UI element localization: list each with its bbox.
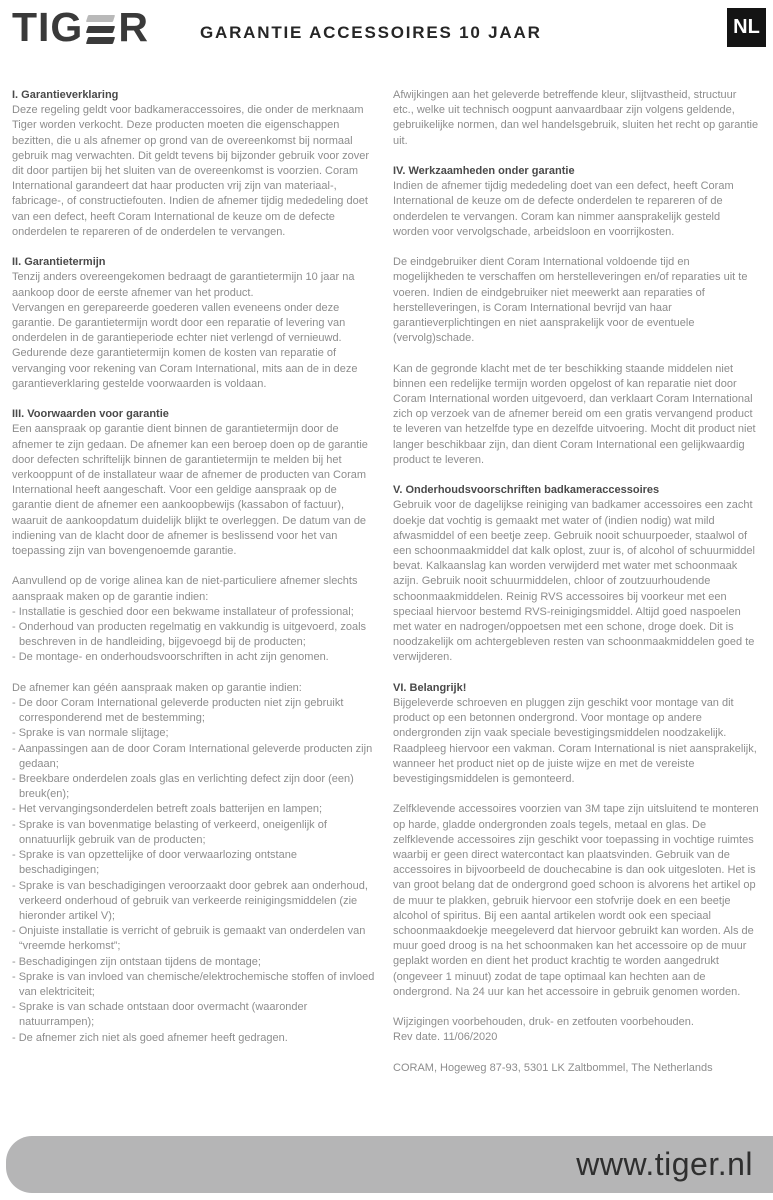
list-intro: Aanvullend op de vorige alinea kan de niet-particuliere afnemer slechts aanspraak maken op de garantie indien: [12,575,358,603]
list-item: - Sprake is van normale slijtage; [12,727,169,740]
section-heading: V. Onderhoudsvoorschriften badkameraccessoires [393,484,660,497]
list-item: - Breekbare onderdelen zoals glas en verlichting defect zijn door (een) breuk(en); [12,773,354,801]
website-link[interactable]: www.tiger.nl [576,1146,753,1182]
paragraph: Kan de gegronde klacht met de ter beschikking staande middelen niet binnen een redelijke termijn worden opgelost of kan reparatie niet door Coram International worden uitgevoerd, dan verklaart Coram International zich op verzoek van de afnemer bereid om een gratis vervangend product te leveren van hetzelfde type en dezelfde uitvoering. Mocht dit product niet langer beschikbaar zijn, dan dient Coram International een gelijkwaardig product te leveren. [393,362,756,466]
list-item: - De door Coram International geleverde producten niet zijn gebruikt corresponderend met de bestemming; [12,697,344,725]
paragraph: Deze regeling geldt voor badkameraccessoires, die onder de merknaam Tiger worden verkocht. Deze producten moeten die eigenschappen bezitten, die u als afnemer op grond van de overeenkomst bij normaal gebruik mag verwachten. Dit geldt tevens bij bijzonder gebruik voor zover dit door partijen bij het sluiten van de overeenkomst is voorzien. Coram International garandeert dat haar producten vrij zijn van materiaal-, fabricage-, of constructiefouten. Indien de afnemer tijdig mededeling doet van een defect, heeft Coram International de keuze om de defecte onderdelen te repareren of de onderdelen te vervangen. [12,104,370,238]
tiger-logo [12,6,149,48]
list-item: - Onjuiste installatie is verricht of gebruik is gemaakt van onderdelen van “vreemde herkomst”; [12,925,366,953]
paragraph: De eindgebruiker dient Coram International voldoende tijd en mogelijkheden te verschaffen om herstelleveringen en/of reparaties uit te voeren. Indien de eindgebruiker niet meewerkt aan reparaties of herstelleveringen, is Coram International bevrijd van haar garantieverplichtingen en niet aansprakelijk voor de eventuele (vervolg)schade. [393,256,748,345]
list-item: - Sprake is van bovenmatige belasting of verkeerd, oneigenlijk of onnatuurlijk gebruik van de producten; [12,818,327,846]
left-column [12,88,378,1076]
bullet-list [12,574,378,665]
list-intro: De afnemer kan géén aanspraak maken op garantie indien: [12,681,302,694]
list-item: - Beschadigingen zijn ontstaan tijdens de montage; [12,955,261,968]
document-body [0,88,773,1076]
footer-bar [6,1136,773,1193]
paragraph: Wijzigingen voorbehouden, druk- en zetfouten voorbehouden. [393,1016,694,1029]
logo-bar-middle [86,26,115,33]
section-heading: IV. Werkzaamheden onder garantie [393,165,575,177]
language-badge: NL [727,8,766,47]
list-item: - Installatie is geschied door een bekwame installateur of professional; [12,605,354,618]
right-column [393,88,759,1076]
page-title: GARANTIE ACCESSOIRES 10 JAAR [200,23,542,42]
logo-e-bars-icon [87,15,114,44]
paragraph: Rev date. 11/06/2020 [393,1031,498,1044]
logo-bar-bottom [86,37,115,44]
section-heading: VI. Belangrijk! [393,681,467,694]
logo-text-suffix: R [118,4,149,50]
paragraph: Tenzij anders overeengekomen bedraagt de garantietermijn 10 jaar na aankoop door de eerste afnemer van het product. [12,271,355,299]
list-item: - Onderhoud van producten regelmatig en vakkundig is uitgevoerd, zoals beschreven in de handleiding, bijgevoegd bij de producten; [12,621,367,649]
list-item: - De montage- en onderhoudsvoorschriften in acht zijn genomen. [12,651,329,664]
paragraph: Vervangen en gerepareerde goederen vallen eveneens onder deze garantie. De garantietermijn wordt door een reparatie of levering van onderdelen in de garantieperiode echter niet verlengd of vernieuwd. [12,301,346,345]
list-item: - Sprake is van opzettelijke of door verwaarlozing ontstane beschadigingen; [12,849,297,877]
list-item: - Sprake is van schade ontstaan door overmacht (waaronder natuurrampen); [12,1001,308,1029]
list-item: - Aanpassingen aan de door Coram International geleverde producten zijn gedaan; [12,742,373,770]
section-heading: I. Garantieverklaring [12,89,119,101]
section-heading: II. Garantietermijn [12,256,106,269]
paragraph: Bijgeleverde schroeven en pluggen zijn geschikt voor montage van dit product op een betonnen ondergrond. Voor montage op andere ondergronden zijn vaak speciale bevestigingsmiddelen noodzakelijk. Raadpleeg hiervoor een vakman. Coram International is niet aansprakelijk, wanneer het product niet op de juiste wijze en met de vereiste bevestigingsmiddelen is gemonteerd. [393,697,757,786]
paragraph: Afwijkingen aan het geleverde betreffende kleur, slijtvastheid, structuur etc., welke uit technisch oogpunt aanvaardbaar zijn volgens geldende, gebruikelijke normen, dan wel handelsgebruik, sluiten het recht op garantie uit. [393,89,759,147]
list-item: - De afnemer zich niet als goed afnemer heeft gedragen. [12,1031,288,1044]
paragraph: CORAM, Hogeweg 87-93, 5301 LK Zaltbommel, The Netherlands [393,1061,713,1074]
bullet-list [12,681,378,1046]
paragraph: Een aanspraak op garantie dient binnen de garantietermijn door de afnemer te zijn gedaan. De afnemer kan een beroep doen op de garantie door defecten schriftelijk binnen de garantietermijn te melden bij het verkooppunt of de installateur waar de afnemer de producten van Coram International heeft aangeschaft. Voor een geldige aanspraak op de garantie dient de afnemer een aankoopbewijs (kassabon of factuur), waaruit de aankoopdatum duidelijk blijkt te overleggen. De datum van de indiening van de klacht door de afnemer is beslissend voor het van toepassing zijn van bovengenoemde garantie. [12,423,368,558]
section-heading: III. Voorwaarden voor garantie [12,408,169,421]
list-item: - Het vervangingsonderdelen betreft zoals batterijen en lampen; [12,803,323,816]
list-item: - Sprake is van beschadigingen veroorzaakt door gebrek aan onderhoud, verkeerd onderhoud of gebruik van verkeerde reinigingsmiddelen (zie hieronder artikel V); [12,879,368,922]
paragraph: Zelfklevende accessoires voorzien van 3M tape zijn uitsluitend te monteren op harde, gladde ondergronden zoals tegels, metaal en glas. De zelfklevende accessoires zijn geschikt voor toepassing in vochtige ruimtes waarbij er geen direct watercontact kan plaatsvinden. Gebruik van de accessoires in bijvoorbeeld de douchecabine is dan ook uitgesloten. Het is van groot belang dat de ondergrond goed schoon is alvorens het artikel op de muur te plakken, gebruik hiervoor een stofvrije doek en een beetje alcohol of spiritus. Bij een aantal artikelen wordt ook een speciaal schoonmaakdoekje meegeleverd dat hiervoor gebruikt kan worden. Als de muur goed droog is na het schoonmaken kan het accessoire op de muur geplakt worden en dient het product krachtig te worden aangedrukt (ongeveer 1 minuut) zodat de tape optimaal kan hechten aan de ondergrond. Na 24 uur kan het accessoire in gebruik genomen worden. [393,803,759,998]
logo-bar-top [86,15,115,22]
list-item: - Sprake is van invloed van chemische/elektrochemische stoffen of invloed van elektriciteit; [12,970,375,998]
document-header [0,0,773,88]
logo-text-prefix: TIG [12,4,84,50]
paragraph: Indien de afnemer tijdig mededeling doet van een defect, heeft Coram International de keuze om de defecte onderdelen te repareren of de onderdelen te vervangen. Coram kan nimmer aansprakelijk gesteld worden voor vervolgschade, arbeidsloon en voorrijkosten. [393,180,734,238]
paragraph: Gebruik voor de dagelijkse reiniging van badkamer accessoires een zacht doekje dat vochtig is gemaakt met water of (indien nodig) wat mild afwasmiddel of een beetje zeep. Gebruik nooit schuurpoeder, staalwol of een schoonmaakmiddel dat kalk oplost, zuur is, of alcohol of schuurmiddel bevat. Kalkaanslag kan worden verwijderd met water met schoonmaak azijn. Gebruik nooit schuurmiddelen, chloor of zoutzuurhoudende schoonmaakmiddelen. Reinig RVS accessoires bij voorkeur met een speciaal hiervoor bestemd RVS-reinigingsmiddel. Altijd goed naspoelen met water en nadrogen/oppoetsen met een schone, droge doek. Dit is noodzakelijk om achtergebleven resten van schoonmaakmiddelen goed te verwijderen. [393,499,755,664]
paragraph: Gedurende deze garantietermijn komen de kosten van reparatie of vervanging voor rekening van Coram International, mits aan de in deze garantieverklaring gestelde voorwaarden is voldaan. [12,347,358,390]
